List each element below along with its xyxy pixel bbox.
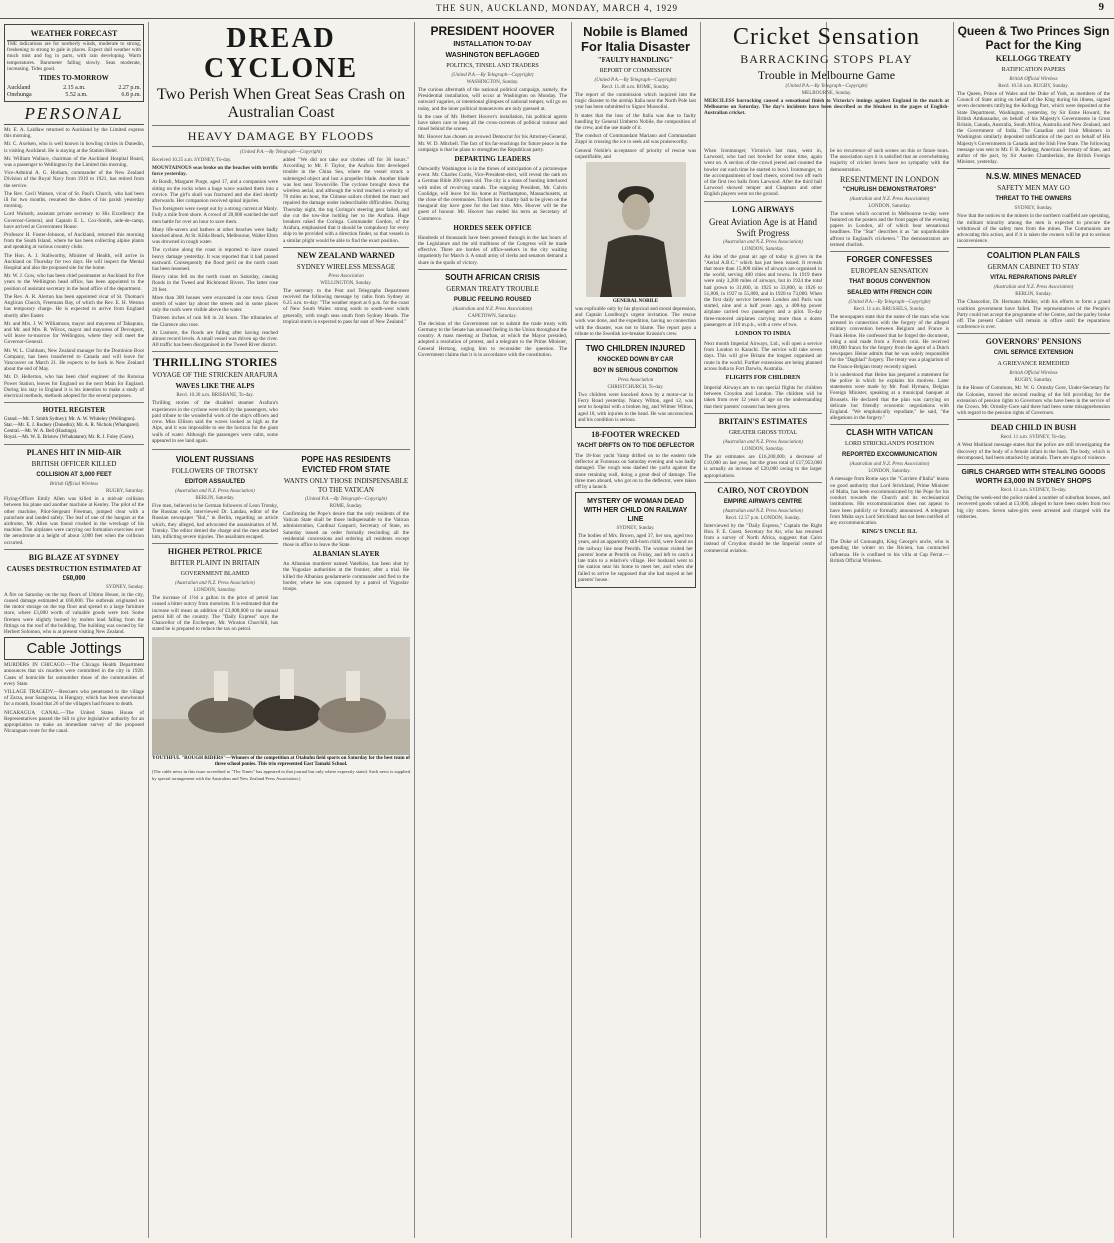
nz-place: WELLINGTON, Sunday. bbox=[320, 280, 372, 286]
resentment-place: LONDON, Saturday. bbox=[868, 203, 911, 209]
vatican-text: A message from Rome says the "Corriere d'Italia" learns on good authority that Lord Strickland, Prime Minister of Malta, has been excommunicated by the Pope for his conduct towards the Church and its ecclesiastical institutions. His excommunication does not appear to have been publicly or formally announced. A telegram from Malta says Lord Strickland has not been notified of any excommunication. bbox=[830, 476, 949, 526]
queen-headline: Queen & Two Princes Sign Pact for the King bbox=[957, 24, 1110, 52]
hoover-para: In the case of Mr. Herbert Hoover's installation, his political agents have taken care to keep all the cross-currents of political rumour and tinsel behind the scenes. bbox=[418, 113, 567, 133]
mystery-text: The bodies of Mrs. Brown, aged 37, her son, aged two years, and an apparently still-born child, were found on the railway line near Penrith. The woman visited her parents' home at Penrith on Friday, and left to catch a late train to a relative's village. Her husband went to the station near his home to meet her, and when she failed to arrive he supposed that she had stayed at her parents' house. bbox=[578, 533, 693, 583]
india-text: Next month Imperial Airways, Ltd., will open a service from London to Karachi. The service will take seven days. This will give Britain the longest organised air route in the world. Further extensions are being planned across India to Fort Darwin, Australia. bbox=[704, 341, 822, 372]
forger-headline: FORGER CONFESSES bbox=[846, 255, 933, 265]
sa-subhead: GERMAN TREATY TROUBLE bbox=[446, 284, 539, 293]
russians-headline: VIOLENT RUSSIANS bbox=[175, 454, 255, 464]
coalition-subhead: GERMAN CABINET TO STAY bbox=[987, 263, 1080, 272]
cyclone-place: Received 10.25 a.m. SYDNEY, To-day. bbox=[152, 158, 232, 163]
thrill-subhead: VOYAGE OF THE STRICKEN ARAFURA bbox=[152, 371, 278, 380]
personal-para: Lord Walsoth, assistant private secretary to His Excellency the Governor-General, and Captain E. L. Cox-Smith, aide-de-camp, have arrived at Government House. bbox=[4, 211, 144, 230]
coalition-place: BERLIN, Sunday. bbox=[1015, 292, 1052, 298]
cyclone-dateline: (United P.A.—By Telegraph—Copyright) bbox=[240, 150, 322, 155]
mystery-headline: MYSTERY OF WOMAN DEAD WITH HER CHILD ON RAILWAY LINE bbox=[583, 498, 688, 524]
girls-text: During the week-end the police raided a number of suburban houses, and recovered goods valued at £3,000, alleged to have been stolen from two big city stores. Seven sales-girls were arrested and charged with the robberies. bbox=[957, 495, 1110, 520]
photo-figures bbox=[152, 637, 410, 755]
tide-place: Auckland bbox=[7, 85, 31, 92]
vatican-subhead: LORD STRICKLAND'S POSITION bbox=[844, 441, 935, 448]
column-rule bbox=[414, 22, 415, 1238]
albanian-headline: ALBANIAN SLAYER bbox=[312, 550, 380, 559]
hoover-para: Mr. Hoover has chosen an avowed Democrat for his Attorney-General, Mr. W. D. Mitchell. The fact of his far-reachings for future peace in the campaign is that he plans to strengthen the Republican party. bbox=[418, 134, 567, 153]
hotel-row: Central.—Mr. W. A. Bell (Hastings). bbox=[4, 429, 78, 435]
divider bbox=[957, 247, 1110, 248]
personal-para: The Hon. A. J. Stallworthy, Minister of Health, will arrive in Auckland on Thursday for two days. He will inspect the Mental Hospital and also the proposed site for the home. bbox=[4, 252, 144, 272]
sa-headline: SOUTH AFRICAN CRISIS bbox=[445, 272, 540, 282]
rough-riders-photo bbox=[152, 637, 410, 755]
sa-place: CAPETOWN, Saturday. bbox=[468, 313, 517, 319]
tides-title: TIDES TO-MORROW bbox=[39, 74, 109, 83]
estimates-text: The air estimates are £16,200,000, a decrease of £10,000 on last year, but the gross total of £17,953,000 is actually an increase of £20,000 owing to the larger appropriations. bbox=[704, 453, 822, 479]
blaze-headline: BIG BLAZE AT SYDNEY bbox=[28, 552, 120, 562]
mystery-box bbox=[575, 492, 696, 588]
cyclone-para: Many life-savers and bathers at other beaches were badly knocked about. At St. Kilda Beach, Melbourne, Walter Elton was drowned in rough water. bbox=[152, 226, 278, 246]
india-head: LONDON TO INDIA bbox=[735, 331, 791, 338]
hoover-subhead-3: POLITICS, TINSEL AND TRADERS bbox=[446, 63, 539, 69]
nobile-para: The conduct of Commandant Mariano and Commandant Zappi in crossing the ice to seek aid was praiseworthy. bbox=[575, 133, 696, 146]
cyclone-subhead: Two Perish When Great Seas Crash on Australian Coast bbox=[156, 86, 406, 121]
petrol-headline: HIGHER PETROL PRICE bbox=[167, 547, 263, 557]
cyclone-right bbox=[283, 157, 409, 446]
dead-child-headline: DEAD CHILD IN BUSH bbox=[990, 423, 1077, 433]
sa-dateline: (Australian and N.Z. Press Association) bbox=[452, 306, 533, 312]
airways-dateline: (Australian and N.Z. Press Association) bbox=[723, 239, 803, 245]
divider bbox=[283, 247, 409, 248]
forger-subhead: EUROPEAN SENSATION bbox=[850, 267, 929, 276]
petrol-place: LONDON, Saturday. bbox=[193, 588, 237, 594]
king-uncle-text: The Duke of Connaught, King George's uncle, who is spending the winter on the Riviera, has contracted influenza. He is confined to his villa at Cap Ferrat.—British Official Wireless. bbox=[830, 539, 949, 564]
divider bbox=[957, 333, 1110, 334]
hordes-head: HORDES SEEK OFFICE bbox=[453, 223, 532, 232]
king-uncle-head: KING'S UNCLE ILL bbox=[861, 529, 918, 536]
coalition-text: The Chancellor, Dr. Hermann Muller, with his efforts to form a grand coalition government have failed. The representatives of the People's Party could not accept the programme of the Centre, and the parley broke off. The present Cabinet will remain in office until the reparations conference is over. bbox=[957, 299, 1110, 331]
cyclone-para: MOUNTAINOUS seas broke on the beaches with terrific force yesterday. bbox=[152, 165, 278, 178]
tide-pm: 6.8 p.m. bbox=[121, 92, 141, 99]
nobile-subhead-2: REPORT OF COMMISSION bbox=[599, 68, 672, 74]
cable-para: VILLAGE TRAGEDY.—Rescuers who penetrated to the village of Zarza, near Saragossa, in Hungary, which has been snowbound for a month, found that 26 of the villagers had frozen to death. bbox=[4, 689, 144, 708]
queen-dateline: British Official Wireless bbox=[1009, 77, 1058, 82]
child-flights-text: Imperial Airways are to run special flights for children between Croydon and London. The children will be taken from over 12 years of age on the understanding that their parents' consent has been given. bbox=[704, 385, 822, 410]
blaze-subhead: CAUSES DESTRUCTION ESTIMATED AT £60,000 bbox=[6, 564, 142, 582]
planes-subhead-2: COLLISION AT 3,000 FEET bbox=[36, 472, 112, 479]
nobile-headline: Nobile is Blamed For Italia Disaster bbox=[580, 24, 691, 54]
tide-row bbox=[7, 92, 141, 99]
airways-headline: LONG AIRWAYS bbox=[732, 204, 794, 214]
lower-body bbox=[152, 453, 410, 634]
petrol-text: The increase of 1½d a gallon in the price of petrol has caused a bitter outcry from motorists. It is estimated that the increase will mean an addition of £3,000,000 to the annual petrol bill of the country. The "Daily Express" says the Chancellor of the Exchequer, Mr. Winston Churchill, has stated he is prepared to reduce the tax on petrol. bbox=[152, 595, 278, 633]
divider bbox=[957, 168, 1110, 169]
nz-headline: NEW ZEALAND WARNED bbox=[297, 250, 395, 260]
queen-place: Recd. 10.50 a.m. RUGBY, Sunday. bbox=[998, 84, 1069, 89]
cyclone-headline: DREAD CYCLONE bbox=[203, 23, 358, 84]
girls-headline: GIRLS CHARGED WITH STEALING GOODS WORTH £3,000 IN SYDNEY SHOPS bbox=[961, 469, 1106, 486]
cyclone-left bbox=[152, 157, 278, 446]
tide-am: 5.52 a.m. bbox=[65, 92, 88, 99]
hoover-headline: PRESIDENT HOOVER bbox=[430, 24, 555, 38]
hotel-row: Star.—Mr. E. J. Rodney (Dunedin); Mr. A. R. Nichols (Whangarei). bbox=[4, 423, 140, 429]
child-flights-head: FLIGHTS FOR CHILDREN bbox=[725, 375, 801, 382]
queen-subhead: KELLOGG TREATY bbox=[995, 54, 1072, 63]
estimates-place: LONDON, Saturday. bbox=[741, 446, 785, 452]
airways-place: LONDON, Saturday. bbox=[741, 246, 785, 252]
children-headline: TWO CHILDREN INJURED bbox=[585, 344, 686, 354]
personal-para: Mr. C. Axelsen, who is well known in bowling circles in Dunedin, is visiting Auckland. He is staying at the Station Hotel. bbox=[4, 141, 144, 154]
nz-text: The secretary to the Post and Telegraphs Department received the following message by radio from Sydney at 6.25 a.m. to-day: "The weather report at 6 p.m. for the coast of New South Wales: strong south to south-west winds generally, with rough seas south from Sydney Heads. The tropical storm is expected to pass far east of New Zealand." bbox=[283, 287, 409, 325]
forger-subhead-2: THAT BOGUS CONVENTION bbox=[849, 279, 930, 286]
portrait-uniform bbox=[600, 235, 672, 297]
divider bbox=[704, 201, 822, 202]
column-1 bbox=[4, 22, 144, 1238]
divider bbox=[704, 413, 822, 414]
personal-para: Mr. and Mrs. J. W. Williamson, mayor and mayoress of Takapuna, and Mr. and Mrs. R. Wilcox, mayor and mayoress of Devonport, will leave to-morrow for Wellington, where they will meet the Governor-General. bbox=[4, 320, 144, 346]
departing-text: Outwardly Washington is in the throes of anticipation of a picturesque event. Mr. Charles Curtis, Vice-President-elect, will reveal the oath on a German Bible 200 years old. The city is a mass of bunting interlaced with miles of revolving stands. The outgoing President, Mr. Calvin Coolidge, will leave for his home at Northampton, Massachusetts, at the close of the ceremonies. Tickets for a charity ball to be given on the inaugural day have gone for the last time. Mrs. Hoover will be the guest of honour. Mr. Hoover has ended his term as Secretary of Commerce. bbox=[418, 166, 567, 222]
hotel-row: Royal.—Mr. W. E. Bristow (Whakatane); Mr. R. J. Foley (Gore). bbox=[4, 435, 135, 441]
russians-dateline: (Australian and N.Z. Press Association) bbox=[175, 488, 255, 494]
column-6 bbox=[830, 148, 949, 1238]
cricket-header bbox=[704, 22, 949, 146]
pensions-subhead-2: A GRIEVANCE REMEDIED bbox=[997, 361, 1070, 368]
thrill-headline: THRILLING STORIES bbox=[152, 355, 278, 370]
tide-am: 2.15 a.m. bbox=[63, 85, 86, 92]
planes-place: RUGBY, Saturday. bbox=[105, 489, 144, 495]
cairo-subhead: EMPIRE AIRWAYS CENTRE bbox=[723, 498, 803, 505]
estimates-subhead: GREATER GROSS TOTAL bbox=[728, 429, 798, 436]
blaze-text: A fire on Saturday on the top floors of Ultimo House, in the city, caused damage estimated at £60,000. The outbreak originated on the motor storage on the top floor and spread to a large furniture store, where £3,000 worth of valuable goods were lost. Some firemen were slightly burned by molten lead falling from the fittings on the roof of the building. The building was owned by Sir Herbert Solomon, who is at present visiting New Zealand. bbox=[4, 591, 144, 635]
personal-title: PERSONAL bbox=[4, 104, 144, 125]
russians-subhead-2: EDITOR ASSAULTED bbox=[184, 478, 246, 485]
column-rule bbox=[700, 22, 701, 1238]
nobile-para: It states that the loss of the Italia was due to faulty handling by General Umberto Nobile, the composition of the crew, and the use made of it. bbox=[575, 112, 696, 132]
cyclone-para: Two foreigners were swept out by a strong current at Manly. Fully a mile from shore. A crowd of 20,000 watched the surf men battle for over an hour to save them. bbox=[152, 206, 278, 225]
cyclone-para: The cyclone along the coast is reported to have caused heavy damage yesterday. It was reported that it had passed eastward. Consequently the flood peril on the north coast has been lessened. bbox=[152, 247, 278, 273]
thrill-subhead-2: WAVES LIKE THE ALPS bbox=[175, 382, 255, 391]
personal-para: Mr. W. L. Clubham, New Zealand manager for the Dominion Boot Company, has been transferred to Canada and will leave for Vancouver on March 21. He expects to be back in New Zealand about the end of May. bbox=[4, 347, 144, 373]
yacht-headline: 18-FOOTER WRECKED bbox=[591, 430, 680, 440]
petrol-dateline: (Australian and N.Z. Press Association) bbox=[175, 581, 255, 587]
cairo-place: Recd. 12.57 p.m. LONDON, Sunday. bbox=[725, 515, 801, 521]
yacht-text: The 18-foot yacht Vamp drifted on to the eastern tide deflector at Furneaux on Saturday evening and was badly damaged. The rough seas dashed the yacht against the stone retaining wall, doing a great deal of damage. The three men aboard, who got on to the deflector, were taken off by a launch. bbox=[575, 453, 696, 491]
cyclone-para: Thirteen inches of rain fell in 24 hours. The tributaries of the Clarence also rose. bbox=[152, 315, 278, 328]
personal-para: Professor H. Foster-Johnson, of Auckland, returned this morning from the South Island, where he has been collecting alpine plants and speaking at various country clubs. bbox=[4, 232, 144, 251]
pony-right bbox=[318, 697, 386, 733]
vatican-place: LONDON, Saturday. bbox=[868, 469, 911, 475]
nobile-caption: GENERAL NOBILE bbox=[612, 299, 659, 305]
hotel-row: Grand.—Mr. T. Smith Sydney); Mr. A. W. Whiteley (Wellington). bbox=[4, 417, 136, 423]
albanian-text: An Albanian murderer named Vatelkiss, has been shot by the Yugoslav authorities at the frontier, after a trial. He killed the Albanian gendarmerie commander and fled to the border, where he was captured by a patrol of Yugoslav troops. bbox=[283, 561, 409, 592]
russians-place: BERLIN, Saturday. bbox=[195, 495, 235, 501]
lower-right bbox=[283, 453, 409, 634]
hoover-place: WASHINGTON, Sunday. bbox=[466, 80, 519, 85]
pensions-text: In the House of Commons, Mr. W. G. Ormsby Gore, Under-Secretary for the Colonies, moved the second reading of the bill providing for the extension of pension rights to Governors who have been in the service of the Crown. Mr. Ormsby-Gore said there had been some misapprehension with regard to the pension rights of Governors. bbox=[957, 385, 1110, 417]
resentment-headline: RESENTMENT IN LONDON bbox=[840, 174, 939, 184]
divider bbox=[418, 269, 567, 270]
personal-para: The Rev. Cecil Watson, vicar of St. Paul's Church, who had been ill for two months, resumed the duties of his parish yesterday morning. bbox=[4, 190, 144, 210]
children-place: CHRISTCHURCH, To-day. bbox=[607, 385, 664, 391]
cricket-lead: MERCILESS barracking caused a sensational finish to Victoria's innings against England in the match at Melbourne on Saturday. The day's incidents have been described as the bleakest in the pages of English-Australian cricket. bbox=[704, 98, 949, 117]
cricket-dateline: (United P.A.—By Telegraph—Copyright) bbox=[785, 84, 868, 89]
column-rule bbox=[148, 22, 149, 1238]
dead-child-text: A West Maitland message states that the police are still investigating the discovery of the body of a female infant in the bush. The body, which is decomposed, had been attacked by animals. There are signs of violence. bbox=[957, 442, 1110, 461]
personal-para: Mr. W. J. Gow, who has been chief postmaster at Auckland for five years to the Wellington head office, has been appointed to the position of assistant secretary in the head office of the department. bbox=[4, 273, 144, 292]
forger-place: Recd. 11 a.m. BRUSSELS, Sunday. bbox=[853, 307, 926, 313]
thrill-place: Recd. 10.30 a.m. BRISBANE, To-day. bbox=[176, 393, 254, 399]
lower-left bbox=[152, 453, 278, 634]
hoover-subhead: INSTALLATION TO-DAY bbox=[453, 41, 532, 48]
planes-headline: PLANES HIT IN MID-AIR bbox=[26, 448, 122, 458]
resentment-dateline: (Australian and N.Z. Press Association) bbox=[849, 196, 930, 202]
nobile-subhead: "FAULTY HANDLING" bbox=[597, 56, 674, 64]
pope-text: Confirming the Pope's desire that the only residents of the Vatican State shall be those indispensable to the Vatican administration, Cardinal Gasparri, Secretary of State, on Saturday issued an order formally rescinding all the residential concessions and ordering all residents except those in office to leave the State. bbox=[283, 510, 409, 548]
column-rule bbox=[571, 22, 572, 1238]
planes-subhead: BRITISH OFFICER KILLED bbox=[31, 460, 117, 469]
column-2 bbox=[152, 22, 410, 1238]
pensions-dateline: British Official Wireless bbox=[1009, 371, 1058, 377]
weather-box bbox=[4, 24, 144, 102]
mines-text: Now that the notices to the miners in the northern coalfield are operating, the militant minority among the men is expected to procure the withdrawal of the safety men from the mines. The Communists are advocating this action, and if it is taken the owners will be put to serious inconvenience. bbox=[957, 213, 1110, 245]
vatican-dateline: (Australian and N.Z. Press Association) bbox=[849, 462, 930, 468]
column-5 bbox=[704, 148, 822, 1238]
forger-subhead-3: SEALED WITH FRENCH COIN bbox=[847, 290, 932, 297]
queen-subhead-2: RATIFICATION PAPERS bbox=[1001, 67, 1066, 73]
pope-subhead: WANTS ONLY THOSE INDISPENSABLE TO THE VATICAN bbox=[283, 476, 409, 494]
rider-right bbox=[346, 671, 360, 701]
column-rule bbox=[826, 22, 827, 1238]
cable-para: MURDERS IN CHICAGO.—The Chicago Health Department announces that six murders were committed in the city in 1928. Cases of homicide far outnumber those of the communities of every State. bbox=[4, 662, 144, 687]
coalition-subhead-2: VITAL REPARATIONS PARLEY bbox=[990, 275, 1077, 282]
nobile-para: General Nobile's acceptance of priority of rescue was unjustifiable, and bbox=[575, 147, 696, 160]
divider bbox=[152, 543, 278, 544]
sa-subhead-2: PUBLIC FEELING ROUSED bbox=[453, 296, 532, 303]
cyclone-subhead-2: HEAVY DAMAGE BY FLOODS bbox=[187, 129, 375, 143]
cyclone-para: At Bondi, Margaret Purge, aged 17, and a companion were sitting on the rocks when a huge wave washed them into a crevice. The girl's skull was fractured and she died shortly afterwards. Her companion received spinal injuries. bbox=[152, 179, 278, 205]
pensions-subhead: CIVIL SERVICE EXTENSION bbox=[993, 350, 1074, 357]
tide-place: Onehunga bbox=[7, 92, 32, 99]
hoover-dateline: (United P.A.—By Telegraph—Copyright) bbox=[451, 73, 534, 78]
cable-jottings-head: Cable Jottings bbox=[4, 637, 144, 660]
divider bbox=[830, 251, 949, 252]
footnote: (The cable news in this issue accredited to "The Times" has appeared in that journal but only where expressly stated. Such news is supplied by special arrangement with the Australian and New Zealand Press Association.) bbox=[152, 769, 410, 781]
blaze-place: SYDNEY, Sunday. bbox=[105, 584, 144, 590]
mines-place: SYDNEY, Sunday. bbox=[1014, 206, 1053, 212]
pope-place: ROME, Sunday. bbox=[329, 503, 363, 509]
hordes-text: Hundreds of thousands have been pressed through in the last hours of the Legislature and the old traditions of the Congress will be made effective. There are hordes of office-seekers in the city waiting impatiently for March 4. A small army of clerks and senators demand a share in the spoils of victory. bbox=[418, 234, 567, 266]
divider bbox=[4, 402, 144, 403]
hoover-subhead-2: WASHINGTON BEFLAGGED bbox=[445, 52, 540, 59]
petrol-subhead-2: GOVERNMENT BLAMED bbox=[180, 571, 250, 578]
mystery-place: SYDNEY, Sunday. bbox=[616, 526, 655, 532]
column-3 bbox=[418, 22, 567, 1238]
resentment-text: The scenes which occurred in Melbourne to-day were featured on the posters and the front pages of the evening papers in London, all of which bear sensational headlines. The "Star" describes it as "an unpardonable affront to England's cricketers." The demonstrators are termed churlish. bbox=[830, 210, 949, 248]
queen-text: The Queen, Prince of Wales and the Duke of York, as members of the Council of State acting on behalf of the King during his illness, signed seven documents ratifying the Kellogg Pact, which were deposited at the State Department, Washington, yesterday, by Sir Esme Howard, the British Ambassador, on behalf of his Majesty's Governments in Great Britain, Canada, Australia, South Africa, Australia and New Zealand, and the Government of India. The Canadian and Irish Ministers in Washington similarly deposited ratification of the pact on behalf of His Majesty's Governments in Canada and the Irish Free State. The following message was sent to Mr. F. B. Kellogg, American Secretary of State, and author of the pact, by Sir Austen Chamberlain, the British Foreign Minister, yesterday. bbox=[957, 91, 1110, 166]
photo-caption: YOUTHFUL "ROUGH RIDERS"—Winners of the competition at Otahuhu field sports on Saturday for the best team of three school ponies. This trio represented East Tamaki School. bbox=[152, 756, 410, 768]
personal-para: Mr. E. A. Laidlaw returned to Auckland by the Limited express this morning. bbox=[4, 127, 144, 140]
forger-text: The newspapers state that the name of the man who was arrested in connection with the forgery of the alleged military convention between Belgium and France is Frank Heine. He confessed that he forged the document, using a seal made from a French coin. He received 100,000 francs for the forgery from the agent of a Dutch newspaper. Heine admits that he was solely responsible for the "Dagblad" forgery. The treaty was a plagiarism of the Franco-Belgian treaty recently signed. bbox=[830, 314, 949, 370]
divider bbox=[704, 482, 822, 483]
nobile-after: was explicable only by his physical and moral depression, and Captain Lundborg's urgent invitation. The rescue work was done, and the expedition, having no connection with the disaster, was not to blame. The report pays a tribute to the Swedish ice-breaker Krassin's crew. bbox=[575, 306, 696, 337]
pope-headline: POPE HAS RESIDENTS EVICTED FROM STATE bbox=[301, 454, 391, 474]
vatican-subhead-2: REPORTED EXCOMMUNICATION bbox=[842, 452, 937, 459]
cyclone-continued: added "We did not take our clothes off for 36 hours." According to Mr. F. Taylor, the Arafura first developed trouble in the China Sea, where the vessel struck a submerged object and lost a propeller blade. Another blade was lost near Townsville. The cyclone brought down the wireless aerial, and although the wind reached a velocity of 70 miles an hour, the Chinese sailors climbed the mast and repaired the damage under indescribable difficulties. During Thursday night, the tug Coringa's steering gear failed, and she cut the tow-line holding her to the Arafura. Huge breakers raked the Coringa. Commander Gordon, of the Arafura, emphasised that it should be compulsory for every ship to be provided with a direction finder, so that vessels in a similar plight would be able to find the exact position. bbox=[283, 157, 409, 244]
forger-text-2: It is understood that Heine has prepared a statement for the police in which he explains his motives. Later statements were made by Mr. Paul Hymans, Belgian Foreign Minister, speaking at a municipal banquet at Brussels. He declared that the plan was carrying on delicate but friendly economic negotiations with England. "We emphatically repudiate," he said, "the allegations in the forgery." bbox=[830, 371, 949, 422]
cyclone-para: More than 300 houses were evacuated in one town. Great stretch of water lay about the streets and in some places only the roofs were visible above the water. bbox=[152, 294, 278, 314]
airways-text: An idea of the great air age of today is given in the "Aerial A.B.C." which has just been issued. It reveals that more than 15,000 miles of airways are organised in the world, serving 400 cities and towns. In 1919 there were only 3,200 miles of airways, but in 1924 the total had grown to 31,600, in 1925 to 33,800, in 1926 to 51,800, in 1927 to 55,800, and in 1928 to 73,000. When the first daily service between London and Paris was started, nine and a half years ago, a 400-hp power airplane carried two passengers and a pilot. To-day three-motored airplanes carrying more than a dozen passengers at 110 m.p.h., with a crew of two. bbox=[704, 253, 822, 328]
dead-child-place: Recd. 11 a.m. SYDNEY, To-day. bbox=[1000, 435, 1067, 441]
masthead-title: THE SUN, AUCKLAND, MONDAY, MARCH 4, 1929 bbox=[435, 3, 679, 13]
cairo-text: Interviewed by the "Daily Express," Captain the Right Hon. F. E. Guest, Secretary for Air, who has returned from a survey of North Africa, suggests that Cairo instead of Croydon should be the Imperial centre of commercial aviation. bbox=[704, 522, 822, 554]
cyclone-para: Heavy rains fell on the north coast on Saturday, causing floods in the Tweed and Richmond Rivers. The latter rose 29 feet. bbox=[152, 274, 278, 293]
divider bbox=[152, 449, 410, 450]
divider bbox=[152, 351, 278, 352]
vatican-headline: CLASH WITH VATICAN bbox=[846, 428, 933, 438]
page-number: 9 bbox=[1098, 1, 1104, 13]
nz-dateline: Press Association bbox=[328, 273, 364, 279]
column-7 bbox=[957, 22, 1110, 1238]
divider bbox=[152, 125, 410, 126]
airways-subhead: Great Aviation Age is at Hand bbox=[708, 216, 818, 227]
planes-text: Flying-Officer Emily Allen was killed in a mid-air collision between his plane and another machine at Kenley. The pilot of the other machine, Pilot-Sergeant Freeman, jumped clear with a parachute and landed safely. The leaf of one of the hangars at the airdrome, Mr. Allen was found crushed in the wreckage of his machine. The airplanes were carrying out formation exercises over the aerodrome at a height of about 3,000 feet when the collision occurred. bbox=[4, 496, 144, 546]
personal-para: The Rev. A. R. Alerton has been appointed vicar of St. Thomas's Anglican Church, Freemans Bay, of which the Rev. E. H. Weston has temporary charge. He is expected to arrive from England shortly after Easter. bbox=[4, 293, 144, 319]
column-4 bbox=[575, 22, 696, 1238]
nobile-portrait bbox=[586, 162, 686, 297]
cricket-text-2: be no recurrence of such scenes on this or future tours. The association says it is satisfied that an overwhelming majority of cricket lovers have no sympathy with the demonstration. bbox=[830, 148, 949, 173]
planes-dateline: British Official Wireless bbox=[49, 482, 99, 488]
coalition-headline: COALITION PLAN FAILS bbox=[987, 251, 1080, 261]
portrait-face bbox=[622, 194, 650, 230]
cricket-subhead-2: Trouble in Melbourne Game bbox=[757, 68, 896, 82]
divider bbox=[152, 146, 410, 147]
girls-place: Recd. 11 a.m. SYDNEY, To-day. bbox=[1000, 488, 1067, 494]
cricket-subhead: BARRACKING STOPS PLAY bbox=[740, 52, 913, 66]
nobile-para: The report of the commission which inquired into the tragic disaster to the airship Italia near the North Pole last year has been submitted to Signor Mussolini. bbox=[575, 92, 696, 111]
airways-subhead-2: Swift Progress bbox=[736, 227, 790, 238]
resentment-subhead: "CHURLISH DEMONSTRATORS" bbox=[842, 186, 937, 193]
departing-head: DEPARTING LEADERS bbox=[454, 155, 531, 164]
russians-subhead: FOLLOWERS OF TROTSKY bbox=[171, 466, 259, 475]
nz-subhead: SYDNEY WIRELESS MESSAGE bbox=[296, 262, 396, 271]
cyclone-para: At Lismore, the floods are falling after having reached almost record levels. A small vessel was driven up the river. All traffic has been disorganised in the Tweed River district. bbox=[152, 329, 278, 349]
hoover-para: The curious aftermath of the national political campaign, namely, the Presidential installation, will occur at Washington on Monday. The outward vagaries, or intentional glimpses of national temper, will go on today, and the inner political manoeuvres are only guessed at. bbox=[418, 87, 567, 112]
children-dateline: Press Association bbox=[617, 378, 654, 384]
divider bbox=[957, 419, 1110, 420]
mines-subhead-2: THREAT TO THE OWNERS bbox=[995, 196, 1072, 203]
pensions-headline: GOVERNORS' PENSIONS bbox=[985, 337, 1082, 347]
column-rule bbox=[953, 22, 954, 1238]
cricket-headline: Cricket Sensation bbox=[733, 24, 920, 50]
personal-para: Vice-Admiral A. G. Hotham, commander of the New Zealand Division of the Royal Navy from 1919 to 1921, has retired from the service. bbox=[4, 170, 144, 189]
cable-para: NICARAGUA CANAL.—The United States House of Representatives passed the bill to give legislative authority for an appropriation to make an immediate survey of the proposed Nicaraguan route for the canal. bbox=[4, 709, 144, 735]
pony-middle bbox=[253, 695, 321, 731]
cairo-headline: CAIRO, NOT CROYDON bbox=[717, 485, 809, 495]
cairo-dateline: (Australian and N.Z. Press Association) bbox=[723, 508, 803, 514]
children-subhead: KNOCKED DOWN BY CAR bbox=[597, 357, 674, 364]
pensions-place: RUGBY, Saturday. bbox=[1014, 378, 1053, 384]
divider bbox=[957, 464, 1110, 465]
children-subhead-2: BOY IN SERIOUS CONDITION bbox=[593, 368, 678, 375]
tide-row bbox=[7, 85, 141, 92]
yacht-subhead: YACHT DRIFTS ON TO TIDE DEFLECTOR bbox=[576, 443, 695, 450]
masthead bbox=[0, 0, 1114, 19]
thrill-text: Thrilling stories of the disabled steamer Arafura's experiences in the cyclone were told by the passengers, who paid tribute to the wonderful work of the ship's officers and crew. Miss Ellison said the waves looked as high as the Alps, and it was impossible to see the horizon for the giant walls of water. Although the passengers were calm, some appeared to see land again. bbox=[152, 400, 278, 444]
mines-headline: N.S.W. MINES MENACED bbox=[985, 172, 1082, 182]
divider bbox=[830, 424, 949, 425]
pope-dateline: (United P.A.—By Telegraph—Copyright) bbox=[305, 496, 387, 502]
cricket-place: MELBOURNE, Sunday. bbox=[801, 91, 852, 96]
nobile-dateline: (United P.A.—By Telegraph—Copyright) bbox=[594, 78, 677, 83]
portrait-figure bbox=[586, 162, 686, 297]
cyclone-body bbox=[152, 157, 410, 446]
mines-subhead: SAFETY MEN MAY GO bbox=[997, 184, 1070, 193]
nobile-place: Recd. 11.40 a.m. ROME, Sunday. bbox=[601, 85, 670, 90]
children-text: Two children were knocked down by a motor-car in Ferry Road yesterday. Nancy Wilton, aged 12, was sent to hospital with a broken leg, and Wilmer Wilton, aged 10, with injuries to the head. He was unconscious and his condition is serious. bbox=[578, 392, 693, 423]
weather-title: WEATHER FORECAST bbox=[7, 27, 141, 41]
estimates-headline: BRITAIN'S ESTIMATES bbox=[718, 416, 808, 426]
petrol-subhead: BITTER PLAINT IN BRITAIN bbox=[170, 559, 260, 568]
sa-text: The decision of the Government not to submit the trade treaty with Germany to the Senate has aroused feeling in the Union throughout the country. A mass meeting at Durban, at which the Mayor presided, adopted a resolution of protest, and a telegram to the Prime Minister, General Hertzog, urging him to reconsider the question. The Government claims that it is in accordance with the constitution. bbox=[418, 320, 567, 358]
rider-middle bbox=[280, 669, 294, 699]
pony-left bbox=[188, 697, 256, 733]
personal-para: Mr. William Wallace, chairman of the Auckland Hospital Board, was a passenger to Wellington by the Limited this morning. bbox=[4, 155, 144, 169]
tide-pm: 2.27 p.m. bbox=[118, 85, 141, 92]
weather-text: THE indications are for northerly winds, moderate to strong, freshening to strong to gale in places. Expect dull weather with much mist and fog in parts, with rain developing. Warm temperatures. Barometer falling slowly. Seas moderate, increasing. Tides good. bbox=[7, 41, 141, 72]
cricket-text: When Ironmonger, Victoria's last man, went in, Larwood, who had not bowled for some time, again went on. A section of the crowd jeered and counted the bowler out each time he started to bowl. Ironmonger, to the accompaniment of loud cheers, scored two off each of the first two balls from Larwood. After the third ball Larwood showed temper and Chapman and other English players went on the ground. bbox=[704, 148, 822, 198]
personal-para: Mr. D. Hellerton, who has been chief engineer of the Rotorua Power Station, leaves for England on the next Main for England. During his stay in England it is his intention to make a study of electrical methods, methods adopted for the several purposes. bbox=[4, 374, 144, 399]
rider-left bbox=[214, 671, 228, 701]
divider bbox=[4, 549, 144, 550]
forger-dateline: (United P.A.—By Telegraph—Copyright) bbox=[848, 300, 931, 306]
russians-text: Five men, believed to be German followers of Leon Trotsky, the Russian exile, interviewed Dr. Landau, editor of the Russian newspaper "Rul," in Berlin, regarding an article which, they alleged, had advocated the assassination of M. Trotsky. The editor denied the charge and the men attacked him, inflicting severe injuries. The assailants escaped. bbox=[152, 502, 278, 540]
coalition-dateline: (Australian and N.Z. Press Association) bbox=[993, 285, 1074, 291]
estimates-dateline: (Australian and N.Z. Press Association) bbox=[723, 439, 803, 445]
hotel-title: HOTEL REGISTER bbox=[42, 406, 106, 415]
children-box bbox=[575, 339, 696, 428]
divider bbox=[4, 444, 144, 445]
